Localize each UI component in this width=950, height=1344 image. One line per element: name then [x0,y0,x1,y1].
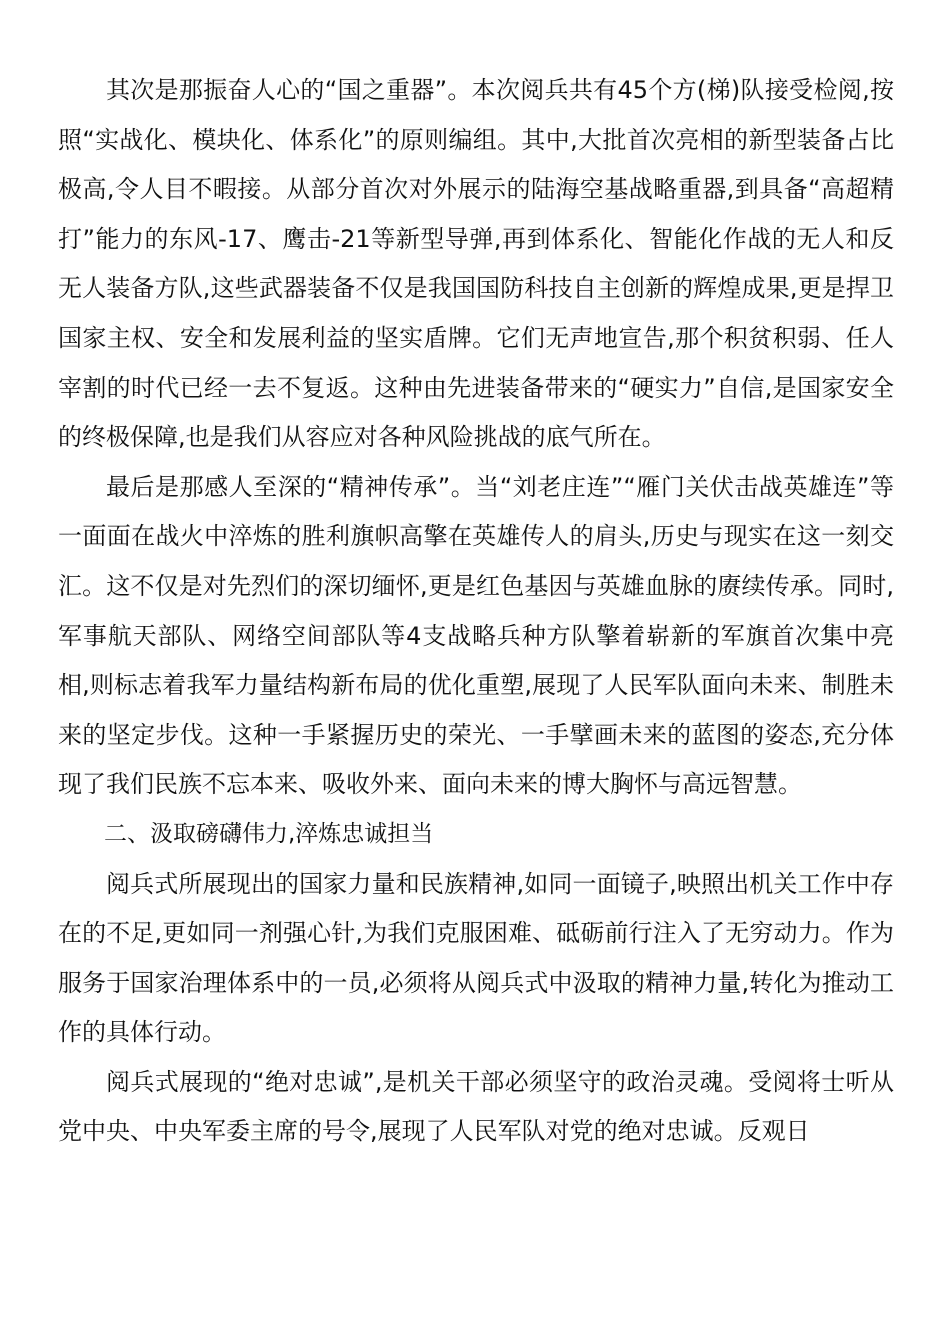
paragraph-draw-strength: 阅兵式所展现出的国家力量和民族精神,如同一面镜子,映照出机关工作中存在的不足,更如同一剂强心针,为我们克服困难、砥砺前行注入了无穷动力。作为服务于国家治理体系中的一员,必须将从阅兵式中汲取的精神力量,转化为推动工作的具体行动。 [58,869,894,1047]
paragraph-national-weapons: 其次是那振奋人心的“国之重器”。本次阅兵共有45个方(梯)队接受检阅,按照“实战化、模块化、体系化”的原则编组。其中,大批首次亮相的新型装备占比极高,令人目不暇接。从部分首次对外展示的陆海空基战略重器,到具备“高超精打”能力的东风-17、鹰击-21等新型导弹,再到体系化、智能化作战的无人和反无人装备方队,这些武器装备不仅是我国国防科技自主创新的辉煌成果,更是捍卫国家主权、安全和发展利益的坚实盾牌。它们无声地宣告,那个积贫积弱、任人宰割的时代已经一去不复返。这种由先进装备带来的“硬实力”自信,是国家安全的终极保障,也是我们从容应对各种风险挑战的底气所在。 [58,76,894,452]
section-heading: 二、汲取磅礴伟力,淬炼忠诚担当 [104,820,434,847]
paragraph-spiritual-heritage: 最后是那感人至深的“精神传承”。当“刘老庄连”“雁门关伏击战英雄连”等一面面在战火中淬炼的胜利旗帜高擎在英雄传人的肩头,历史与现实在这一刻交汇。这不仅是对先烈们的深切缅怀,更是红色基因与英雄血脉的赓续传承。同时,军事航天部队、网络空间部队等4支战略兵种方队擎着崭新的军旗首次集中亮相,则标志着我军力量结构新布局的优化重塑,展现了人民军队面向未来、制胜未来的坚定步伐。这种一手紧握历史的荣光、一手擘画未来的蓝图的姿态,充分体现了我们民族不忘本来、吸收外来、面向未来的博大胸怀与高远智慧。 [58,472,894,799]
paragraph-absolute-loyalty: 阅兵式展现的“绝对忠诚”,是机关干部必须坚守的政治灵魂。受阅将士听从党中央、中央军委主席的号令,展现了人民军队对党的绝对忠诚。反观日 [58,1067,894,1146]
document-page [58,66,894,1157]
